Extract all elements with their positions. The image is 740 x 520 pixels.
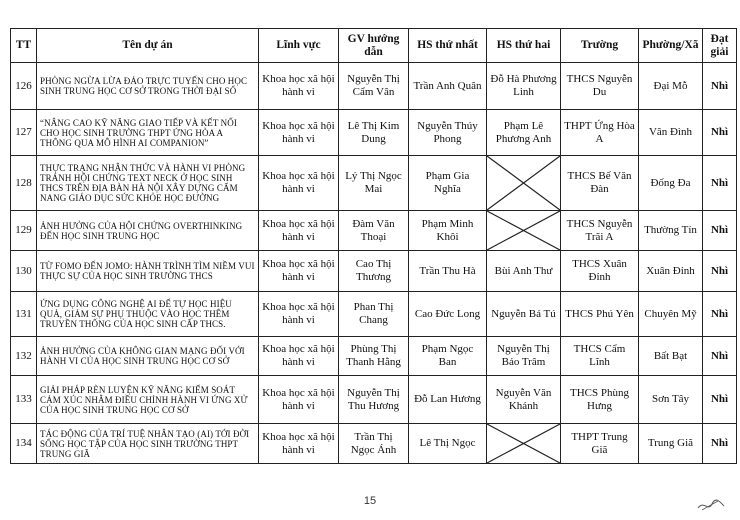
cell-award: Nhì [703, 156, 737, 211]
cell-ward: Chuyên Mỹ [639, 292, 703, 337]
cell-project-name: “NÂNG CAO KỸ NĂNG GIAO TIẾP VÀ KẾT NỐI CHO HỌC SINH TRƯỜNG THPT ỨNG HÒA A THÔNG QUA MÔ HÌNH AI COMPANION” [37, 110, 259, 156]
cell-student-1: Đỗ Lan Hương [409, 376, 487, 424]
cell-ward: Đại Mỗ [639, 63, 703, 110]
awards-table-body [11, 63, 737, 464]
table-row [11, 110, 737, 156]
cell-tt: 134 [11, 424, 37, 464]
cell-award: Nhì [703, 292, 737, 337]
cell-award: Nhì [703, 251, 737, 292]
cell-student-1: Phạm Gia Nghĩa [409, 156, 487, 211]
table-row [11, 424, 737, 464]
cell-school: THCS Nguyễn Trãi A [561, 211, 639, 251]
cell-project-name: ẢNH HƯỞNG CỦA HỘI CHỨNG OVERTHINKING ĐẾN HỌC SINH TRUNG HỌC [37, 211, 259, 251]
cell-school: THCS Nguyễn Du [561, 63, 639, 110]
cell-student-2: Nguyễn Thị Bảo Trâm [487, 337, 561, 376]
cell-project-name: GIẢI PHÁP RÈN LUYỆN KỸ NĂNG KIỂM SOÁT CẢM XÚC NHẰM ĐIỀU CHỈNH HÀNH VI ỨNG XỬ CỦA HỌC SINH TRUNG HỌC CƠ SỞ [37, 376, 259, 424]
cell-student-2-empty-cross [487, 211, 561, 251]
cell-school: THPT Trung Giã [561, 424, 639, 464]
cell-school: THPT Ứng Hòa A [561, 110, 639, 156]
cell-tt: 130 [11, 251, 37, 292]
cell-field: Khoa học xã hội hành vi [259, 63, 339, 110]
cell-school: THCS Cẩm Lĩnh [561, 337, 639, 376]
header-field: Lĩnh vực [259, 29, 339, 63]
signature-mark [696, 498, 726, 517]
header-row [11, 29, 737, 63]
cell-project-name: TỪ FOMO ĐẾN JOMO: HÀNH TRÌNH TÌM NIỀM VUI THỰC SỰ CỦA HỌC SINH TRƯỜNG THCS [37, 251, 259, 292]
cell-field: Khoa học xã hội hành vi [259, 337, 339, 376]
cell-project-name: THỰC TRẠNG NHẬN THỨC VÀ HÀNH VI PHÒNG TRÁNH HỘI CHỨNG TEXT NECK Ở HỌC SINH THCS TRÊN ĐỊA BÀN HÀ NỘI XÂY DỰNG CẨM NANG GIÁO DỤC SỨC KHỎE HỌC ĐƯỜNG [37, 156, 259, 211]
cell-student-1: Trần Anh Quân [409, 63, 487, 110]
cell-ward: Đống Đa [639, 156, 703, 211]
cross-mark-icon [487, 424, 560, 463]
cross-mark-icon [487, 211, 560, 250]
cell-award: Nhì [703, 424, 737, 464]
cell-student-1: Nguyễn Thúy Phong [409, 110, 487, 156]
table-row [11, 251, 737, 292]
cell-student-2: Bùi Anh Thư [487, 251, 561, 292]
cell-tt: 129 [11, 211, 37, 251]
cell-ward: Bất Bạt [639, 337, 703, 376]
cell-student-2: Đỗ Hà Phương Linh [487, 63, 561, 110]
cell-student-2: Nguyễn Văn Khánh [487, 376, 561, 424]
cell-student-2: Phạm Lê Phương Anh [487, 110, 561, 156]
cell-ward: Thường Tín [639, 211, 703, 251]
cell-student-1: Phạm Minh Khôi [409, 211, 487, 251]
cell-teacher: Trần Thị Ngọc Ánh [339, 424, 409, 464]
cell-field: Khoa học xã hội hành vi [259, 292, 339, 337]
cell-school: THCS Xuân Đỉnh [561, 251, 639, 292]
header-teacher: GV hướng dẫn [339, 29, 409, 63]
table-row [11, 63, 737, 110]
cell-ward: Xuân Đỉnh [639, 251, 703, 292]
cell-tt: 132 [11, 337, 37, 376]
cell-field: Khoa học xã hội hành vi [259, 110, 339, 156]
cross-mark-icon [487, 156, 560, 210]
cell-student-2-empty-cross [487, 156, 561, 211]
cell-school: THCS Phùng Hưng [561, 376, 639, 424]
header-school: Trường [561, 29, 639, 63]
cell-award: Nhì [703, 110, 737, 156]
header-project: Tên dự án [37, 29, 259, 63]
cell-teacher: Phan Thị Chang [339, 292, 409, 337]
cell-field: Khoa học xã hội hành vi [259, 211, 339, 251]
cell-teacher: Đàm Văn Thoại [339, 211, 409, 251]
cell-student-1: Cao Đức Long [409, 292, 487, 337]
cell-award: Nhì [703, 63, 737, 110]
cell-ward: Trung Giã [639, 424, 703, 464]
cell-teacher: Lê Thị Kim Dung [339, 110, 409, 156]
cell-tt: 131 [11, 292, 37, 337]
table-row [11, 211, 737, 251]
cell-teacher: Nguyễn Thị Thu Hương [339, 376, 409, 424]
cell-teacher: Lý Thị Ngọc Mai [339, 156, 409, 211]
cell-field: Khoa học xã hội hành vi [259, 376, 339, 424]
header-award: Đạt giải [703, 29, 737, 63]
cell-ward: Sơn Tây [639, 376, 703, 424]
cell-project-name: ỨNG DỤNG CÔNG NGHỆ AI ĐỂ TỰ HỌC HIỆU QUẢ, GIẢM SỰ PHỤ THUỘC VÀO HỌC THÊM TRUYỀN THỐNG CỦA HỌC SINH CẤP THCS. [37, 292, 259, 337]
table-row [11, 337, 737, 376]
cell-student-2: Nguyễn Bá Tú [487, 292, 561, 337]
header-student2: HS thứ hai [487, 29, 561, 63]
cell-student-2-empty-cross [487, 424, 561, 464]
cell-tt: 128 [11, 156, 37, 211]
table-row [11, 156, 737, 211]
header-tt: TT [11, 29, 37, 63]
page-number: 15 [363, 495, 377, 507]
awards-table [10, 28, 737, 464]
table-row [11, 376, 737, 424]
cell-school: THCS Phú Yên [561, 292, 639, 337]
cell-student-1: Trần Thu Hà [409, 251, 487, 292]
cell-tt: 133 [11, 376, 37, 424]
cell-teacher: Cao Thị Thương [339, 251, 409, 292]
cell-ward: Vân Đình [639, 110, 703, 156]
cell-teacher: Phùng Thị Thanh Hằng [339, 337, 409, 376]
awards-table-container [10, 28, 737, 464]
cell-tt: 126 [11, 63, 37, 110]
cell-award: Nhì [703, 337, 737, 376]
cell-tt: 127 [11, 110, 37, 156]
cell-field: Khoa học xã hội hành vi [259, 156, 339, 211]
cell-project-name: TÁC ĐỘNG CỦA TRÍ TUỆ NHÂN TẠO (AI) TỚI ĐỜI SỐNG HỌC TẬP CỦA HỌC SINH TRƯỜNG THPT TRUNG GIÃ [37, 424, 259, 464]
table-row [11, 292, 737, 337]
cell-school: THCS Bế Văn Đàn [561, 156, 639, 211]
cell-project-name: ẢNH HƯỞNG CỦA KHÔNG GIAN MẠNG ĐỐI VỚI HÀNH VI CỦA HỌC SINH TRUNG HỌC CƠ SỞ [37, 337, 259, 376]
cell-award: Nhì [703, 376, 737, 424]
cell-project-name: PHÒNG NGỪA LỪA ĐẢO TRỰC TUYẾN CHO HỌC SINH TRUNG HỌC CƠ SỞ TRONG THỜI ĐẠI SỐ [37, 63, 259, 110]
cell-student-1: Phạm Ngọc Ban [409, 337, 487, 376]
cell-award: Nhì [703, 211, 737, 251]
header-student1: HS thứ nhất [409, 29, 487, 63]
cell-student-1: Lê Thị Ngọc [409, 424, 487, 464]
header-ward: Phường/Xã [639, 29, 703, 63]
cell-field: Khoa học xã hội hành vi [259, 424, 339, 464]
cell-teacher: Nguyễn Thị Cẩm Vân [339, 63, 409, 110]
cell-field: Khoa học xã hội hành vi [259, 251, 339, 292]
